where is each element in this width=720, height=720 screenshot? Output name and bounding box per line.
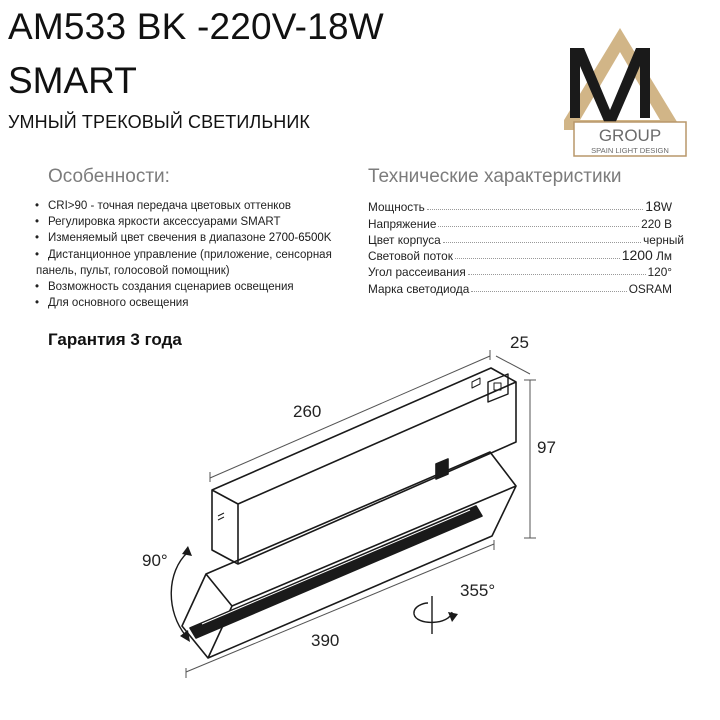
- spec-row-color: Цвет корпуса черный: [368, 232, 684, 247]
- feature-item: • Регулировка яркости аксессуарами SMART: [46, 214, 364, 230]
- dim-length-top: 260: [293, 402, 322, 421]
- warranty-label: Гарантия 3 года: [48, 330, 182, 349]
- specs-heading: Технические характеристики: [368, 166, 622, 187]
- product-type: УМНЫЙ ТРЕКОВЫЙ СВЕТИЛЬНИК: [8, 112, 310, 132]
- spec-row-flux: Световой поток 1200 Лм: [368, 247, 672, 264]
- features-heading: Особенности:: [48, 166, 170, 187]
- feature-item: • CRI>90 - точная передача цветовых оттенков: [46, 198, 364, 214]
- spec-row-led: Марка светодиода OSRAM: [368, 281, 672, 296]
- lamp-head: [182, 452, 516, 658]
- feature-item: • Дистанционное управление (приложение, сенсорная панель, пульт, голосовой помощник): [46, 247, 364, 279]
- features-list: [34, 198, 364, 311]
- specs-table: [368, 198, 684, 296]
- spec-row-voltage: Напряжение 220 В: [368, 216, 672, 231]
- feature-item: • Возможность создания сценариев освещения: [46, 279, 364, 295]
- logo-tagline: SPAIN LIGHT DESIGN: [591, 146, 669, 155]
- model-title: AM533 BK -220V-18W: [8, 6, 384, 47]
- led-slot: [190, 506, 482, 638]
- spec-row-power: Мощность 18W: [368, 198, 672, 215]
- logo-brand-text: GROUP: [598, 126, 662, 145]
- brand-logo: [564, 22, 694, 162]
- dim-length-bottom: 390: [311, 631, 340, 650]
- track-adapter: [212, 368, 516, 564]
- dim-rotate-angle: 355°: [460, 581, 496, 600]
- technical-drawing: [0, 330, 720, 720]
- feature-item: • Для основного освещения: [46, 295, 364, 311]
- model-subtitle-smart: SMART: [8, 60, 137, 101]
- rotate-arrow-icon: [414, 596, 458, 634]
- dim-width: 25: [510, 333, 529, 352]
- tilt-arrow-icon: [171, 546, 192, 642]
- dim-height: 97: [537, 438, 556, 457]
- spec-row-angle: Угол рассеивания 120°: [368, 265, 672, 280]
- dim-tilt-angle: 90°: [142, 551, 168, 570]
- feature-item: • Изменяемый цвет свечения в диапазоне 2700-6500K: [46, 230, 364, 246]
